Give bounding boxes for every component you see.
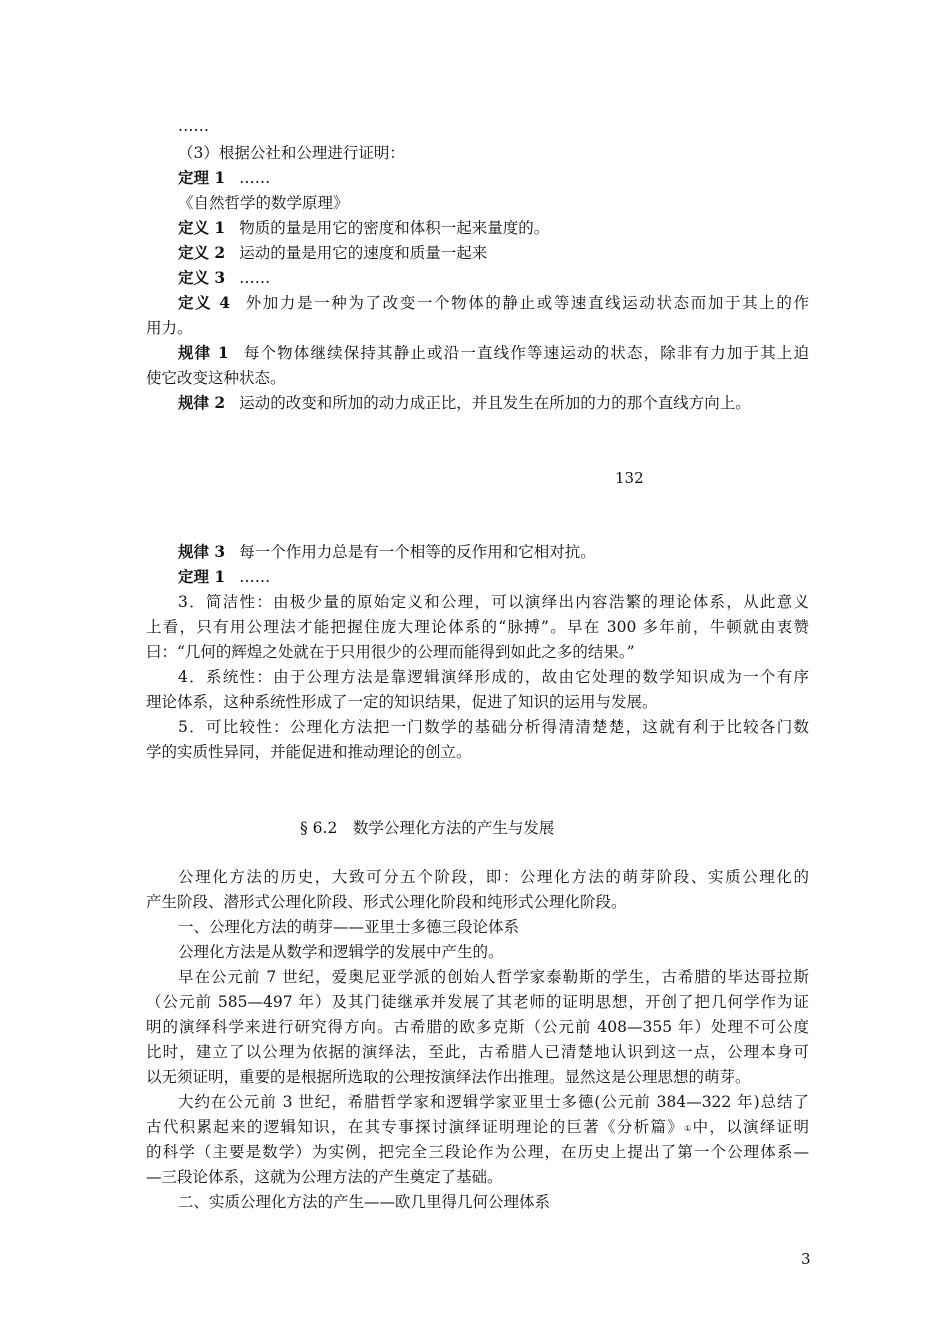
definition-label: 定义 2 <box>178 243 226 262</box>
definition-text: 物质的量是用它的密度和体积一起来量度的。 <box>239 219 550 237</box>
paragraph-line: 4．系统性：由于公理方法是靠逻辑演绎形成的，故由它处理的数学知识成为一个有序 <box>178 668 809 686</box>
book-title: 《自然哲学的数学原理》 <box>178 194 349 212</box>
definition-label: 定义 3 <box>178 268 226 287</box>
law-1 <box>178 342 809 364</box>
paragraph-line: 比时，建立了以公理为依据的演绎法，至此，古希腊人已清楚地认识到这一点，公理本身可 <box>146 1043 809 1061</box>
law-text: 每一个作用力总是有一个相等的反作用和它相对抗。 <box>239 543 596 561</box>
definition-4-cont: 用力。 <box>146 319 193 337</box>
definition-3 <box>178 267 270 289</box>
paragraph-line: 明的演绎科学来进行研究得方向。古希腊的欧多克斯（公元前 408—355 年）处理不可公度 <box>146 1018 809 1036</box>
paragraph-line: 上看，只有用公理法才能把握住庞大理论体系的“脉搏”。早在 300 多年前，牛顿就由衷赞 <box>146 618 809 636</box>
subsection-heading-2: 二、实质公理化方法的产生——欧几里得几何公理体系 <box>178 1193 551 1211</box>
definition-label: 定义 4 <box>178 293 231 312</box>
page-number: 3 <box>801 1250 811 1268</box>
law-text: 运动的改变和所加的动力成正比，并且发生在所加的力的那个直线方向上。 <box>239 394 751 412</box>
law-label: 规律 2 <box>178 393 226 412</box>
section-heading: § 6.2 数学公理化方法的产生与发展 <box>300 819 555 837</box>
paragraph-line: —三段论体系，这就为公理方法的产生奠定了基础。 <box>146 1168 503 1186</box>
text-segment: 中，以演绎证明 <box>692 1118 809 1136</box>
paragraph-line: 学的实质性异同，并能促进和推动理论的创立。 <box>146 743 472 761</box>
paragraph-line: 公理化方法是从数学和逻辑学的发展中产生的。 <box>178 943 504 961</box>
definition-2 <box>178 242 487 264</box>
item-3: （3）根据公社和公理进行证明： <box>178 144 405 162</box>
theorem-text: …… <box>239 169 271 187</box>
paragraph-line: 的科学（主要是数学）为实例，把完全三段论作为公理，在历史上提出了第一个公理体系— <box>146 1143 809 1161</box>
paragraph-line: （公元前 585—497 年）及其门徒继承并发展了其老师的证明思想，开创了把几何学作为证 <box>146 993 809 1011</box>
law-label: 规律 1 <box>178 343 229 362</box>
law-text: 每个物体继续保持其静止或沿一直线作等速运动的状态，除非有力加于其上迫 <box>242 344 809 362</box>
definition-text: …… <box>239 269 271 287</box>
theorem-label: 定理 1 <box>178 567 226 586</box>
paragraph-line: 公理化方法的历史，大致可分五个阶段，即：公理化方法的萌芽阶段、实质公理化的 <box>178 868 809 886</box>
text-segment: 古代积累起来的逻辑知识，在其专事探讨演绎证明理论的巨著《分析篇》 <box>146 1118 685 1136</box>
subsection-heading-1: 一、公理化方法的萌芽——亚里士多德三段论体系 <box>178 918 520 936</box>
paragraph-line: 理论体系，这种系统性形成了一定的知识结果，促进了知识的运用与发展。 <box>146 693 658 711</box>
law-label: 规律 3 <box>178 542 226 561</box>
theorem-label: 定理 1 <box>178 168 226 187</box>
definition-text: 运动的量是用它的速度和质量一起来 <box>239 244 488 262</box>
paragraph-line: 曰：“几何的辉煌之处就在于只用很少的公理而能得到如此之多的结果。” <box>146 643 635 661</box>
law-1-cont: 使它改变这种状态。 <box>146 369 286 387</box>
paragraph-line: 早在公元前 7 世纪，爱奥尼亚学派的创始人哲学家泰勒斯的学生，古希腊的毕达哥拉斯 <box>178 968 809 986</box>
law-2 <box>178 392 751 414</box>
paragraph-line: 3．简洁性：由极少量的原始定义和公理，可以演绎出内容浩繁的理论体系，从此意义 <box>178 593 809 611</box>
ellipsis-line: …… <box>178 117 209 135</box>
definition-4 <box>178 292 809 314</box>
paragraph-line: 产生阶段、潜形式公理化阶段、形式公理化阶段和纯形式公理化阶段。 <box>146 893 627 911</box>
paragraph-line <box>146 1116 809 1140</box>
paragraph-line: 以无须证明，重要的是根据所选取的公理按演绎法作出推理。显然这是公理思想的萌芽。 <box>146 1068 751 1086</box>
paragraph-line: 大约在公元前 3 世纪，希腊哲学家和逻辑学家亚里士多德(公元前 384—322 年)总结了 <box>178 1093 809 1111</box>
theorem-1-line <box>178 167 270 189</box>
theorem-text: …… <box>239 568 271 586</box>
paragraph-line: 5．可比较性：公理化方法把一门数学的基础分析得清清楚楚，这就有利于比较各门数 <box>178 718 809 736</box>
inner-page-number: 132 <box>615 469 644 487</box>
theorem-1-repeat <box>178 566 270 588</box>
definition-1 <box>178 217 549 239</box>
definition-text: 外加力是一种为了改变一个物体的静止或等速直线运动状态而加于其上的作 <box>244 294 809 312</box>
law-3 <box>178 541 596 563</box>
footnote-marker[interactable]: ① <box>684 1124 693 1133</box>
definition-label: 定义 1 <box>178 218 226 237</box>
